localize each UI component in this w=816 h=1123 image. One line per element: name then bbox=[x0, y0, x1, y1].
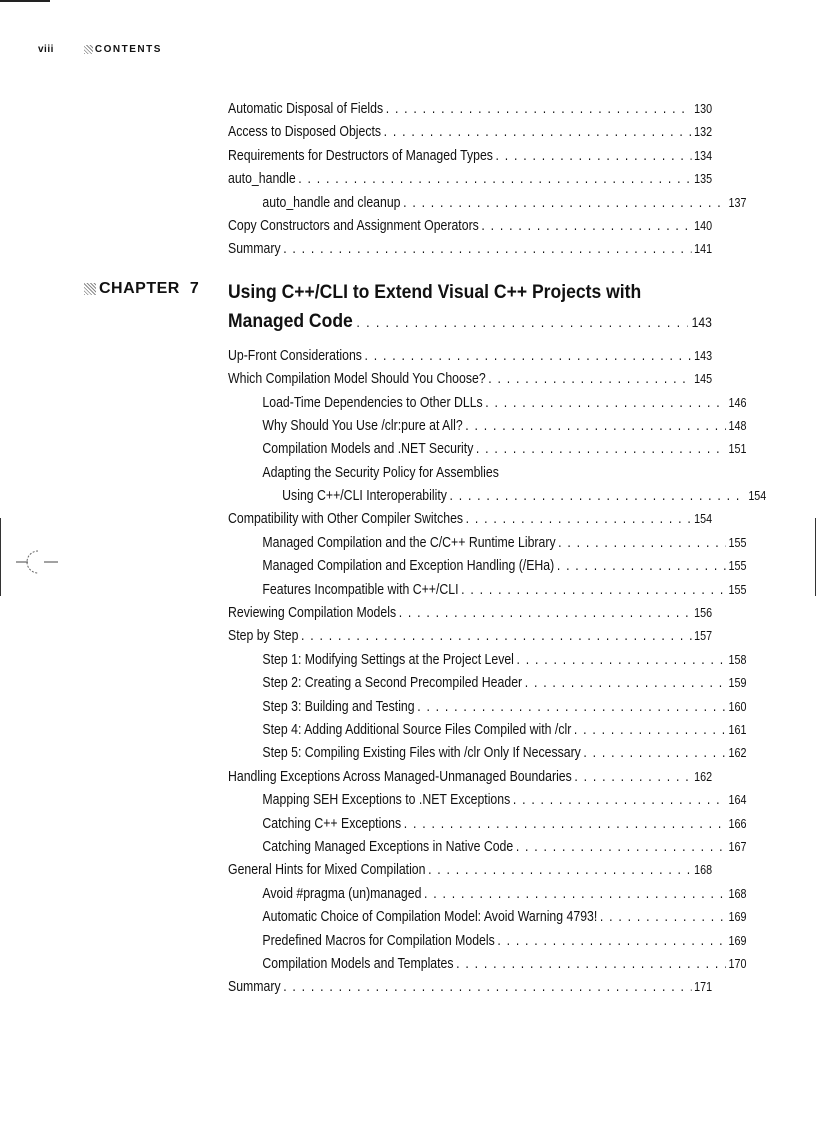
toc-entry-page: 168 bbox=[694, 863, 713, 878]
hatch-ornament-icon bbox=[84, 45, 93, 54]
toc-entry[interactable] bbox=[228, 859, 712, 882]
toc-entry-page: 132 bbox=[694, 125, 713, 140]
toc-section-chapter-7 bbox=[228, 345, 767, 1000]
toc-entry-title: Mapping SEH Exceptions to .NET Exceptions bbox=[262, 792, 511, 809]
dot-leader bbox=[525, 672, 726, 695]
hatch-ornament-icon bbox=[84, 283, 96, 295]
toc-entry-page: 148 bbox=[728, 418, 747, 433]
toc-entry[interactable] bbox=[228, 625, 712, 648]
toc-entry-title: Compilation Models and Templates bbox=[262, 955, 454, 972]
toc-entry[interactable] bbox=[228, 192, 746, 215]
toc-section-chapter-6-tail bbox=[228, 98, 747, 262]
toc-entry-page: 164 bbox=[728, 793, 747, 808]
toc-entry-page: 168 bbox=[728, 886, 747, 901]
dot-leader bbox=[558, 532, 726, 555]
toc-entry-page: 170 bbox=[728, 956, 747, 971]
toc-entry-page: 167 bbox=[728, 839, 747, 854]
toc-entry[interactable] bbox=[228, 121, 712, 144]
toc-entry-title: Automatic Choice of Compilation Model: Avoid Warning 4793! bbox=[262, 909, 598, 926]
toc-entry[interactable] bbox=[228, 215, 712, 238]
toc-entry[interactable] bbox=[228, 368, 712, 391]
toc-entry-title: Step by Step bbox=[228, 628, 299, 645]
toc-entry-title: Requirements for Destructors of Managed Types bbox=[228, 147, 493, 164]
toc-entry-page: 134 bbox=[694, 148, 713, 163]
toc-entry-title: Step 4: Adding Additional Source Files Compiled with /clr bbox=[262, 721, 572, 738]
toc-entry-page: 130 bbox=[694, 102, 713, 116]
toc-entry-page: 135 bbox=[694, 172, 713, 187]
toc-entry[interactable] bbox=[228, 930, 746, 953]
dot-leader bbox=[417, 696, 726, 719]
toc-entry-page: 155 bbox=[728, 582, 747, 597]
toc-entry[interactable] bbox=[228, 508, 712, 531]
top-rule bbox=[0, 0, 50, 2]
toc-entry-title: auto_handle and cleanup bbox=[262, 194, 401, 211]
trim-mark-left bbox=[0, 518, 1, 596]
toc-entry-title: Step 1: Modifying Settings at the Project Level bbox=[262, 651, 514, 668]
toc-entry-page: 145 bbox=[694, 372, 713, 387]
toc-entry-title: Features Incompatible with C++/CLI bbox=[262, 581, 459, 598]
toc-entry-title: Summary bbox=[228, 979, 281, 996]
toc-entry-title: Predefined Macros for Compilation Models bbox=[262, 932, 495, 949]
toc-entry-page: 159 bbox=[728, 676, 747, 691]
toc-entry-title: Load-Time Dependencies to Other DLLs bbox=[262, 394, 483, 411]
toc-entry[interactable] bbox=[228, 415, 746, 438]
chapter-heading bbox=[99, 278, 712, 337]
toc-entry-page: 158 bbox=[728, 652, 747, 667]
toc-entry-page: 160 bbox=[728, 699, 747, 714]
chapter-title-line2[interactable] bbox=[228, 307, 712, 337]
toc-entry[interactable] bbox=[228, 789, 746, 812]
toc-entry-page: 162 bbox=[694, 769, 713, 784]
toc-entry[interactable]: Adapting the Security Policy for Assemblies bbox=[262, 464, 499, 481]
toc-entry[interactable] bbox=[228, 976, 712, 999]
toc-entry-title: General Hints for Mixed Compilation bbox=[228, 862, 426, 879]
dot-leader bbox=[301, 625, 692, 648]
toc-entry-title: Handling Exceptions Across Managed-Unmanaged Boundaries bbox=[228, 768, 572, 785]
toc-entry-title: Copy Constructors and Assignment Operators bbox=[228, 217, 479, 234]
toc-entry[interactable] bbox=[228, 602, 712, 625]
dot-leader bbox=[384, 121, 692, 144]
toc-entry-page: 154 bbox=[748, 489, 767, 504]
dot-leader bbox=[513, 789, 726, 812]
toc-entry-page: 157 bbox=[694, 629, 713, 644]
toc-entry-page: 146 bbox=[728, 395, 747, 410]
dot-leader bbox=[600, 906, 726, 929]
toc-entry[interactable] bbox=[228, 906, 746, 929]
page-folio: viii bbox=[38, 44, 54, 55]
toc-entry[interactable] bbox=[228, 766, 712, 789]
toc-entry-title: Why Should You Use /clr:pure at All? bbox=[262, 417, 463, 434]
dot-leader bbox=[461, 579, 726, 602]
toc-entry-title: Up-Front Considerations bbox=[228, 347, 362, 364]
toc-entry[interactable] bbox=[228, 696, 746, 719]
chapter-label bbox=[84, 280, 199, 298]
toc-entry-page: 169 bbox=[728, 910, 747, 925]
dot-leader bbox=[428, 859, 691, 882]
dot-leader bbox=[496, 145, 692, 168]
toc-entry[interactable] bbox=[228, 145, 712, 168]
toc-entry[interactable] bbox=[228, 672, 746, 695]
toc-entry-title: Using C++/CLI Interoperability bbox=[282, 488, 447, 505]
toc-entry-page: 155 bbox=[728, 559, 747, 574]
dot-leader bbox=[283, 238, 691, 261]
toc-entry[interactable] bbox=[228, 238, 712, 261]
toc-entry[interactable] bbox=[228, 649, 746, 672]
crop-mark-icon bbox=[14, 547, 64, 577]
running-head bbox=[38, 44, 162, 55]
dot-leader bbox=[298, 168, 691, 191]
chapter-word: CHAPTER bbox=[99, 279, 180, 297]
toc-entry-title: Compatibility with Other Compiler Switches bbox=[228, 511, 464, 528]
dot-leader bbox=[574, 719, 726, 742]
toc-entry-page: 140 bbox=[694, 218, 713, 233]
toc-entry[interactable] bbox=[228, 953, 746, 976]
toc-entry-page: 161 bbox=[728, 722, 747, 737]
toc-entry-title: Compilation Models and .NET Security bbox=[262, 441, 474, 458]
dot-leader bbox=[557, 555, 726, 578]
table-of-contents bbox=[99, 98, 767, 1000]
dot-leader bbox=[485, 392, 726, 415]
dot-leader bbox=[517, 649, 726, 672]
toc-entry[interactable] bbox=[228, 485, 766, 508]
toc-entry[interactable] bbox=[228, 392, 746, 415]
toc-entry-page: 151 bbox=[728, 442, 747, 457]
dot-leader bbox=[386, 98, 692, 121]
toc-entry[interactable] bbox=[228, 555, 746, 578]
toc-entry-title: Reviewing Compilation Models bbox=[228, 605, 397, 622]
dot-leader bbox=[574, 766, 691, 789]
toc-entry[interactable] bbox=[228, 883, 746, 906]
toc-entry-page: 156 bbox=[694, 606, 713, 621]
toc-entry[interactable] bbox=[228, 345, 712, 368]
toc-entry-title: Catching Managed Exceptions in Native Code bbox=[262, 838, 514, 855]
toc-entry-page: 166 bbox=[728, 816, 747, 831]
toc-entry-title: Automatic Disposal of Fields bbox=[228, 101, 384, 117]
dot-leader bbox=[456, 953, 726, 976]
toc-entry-title: Avoid #pragma (un)managed bbox=[262, 885, 422, 902]
dot-leader bbox=[365, 345, 692, 368]
toc-entry-page: 171 bbox=[694, 980, 713, 995]
chapter-title-line1[interactable]: Using C++/CLI to Extend Visual C++ Projects with bbox=[228, 280, 642, 303]
toc-entry-page: 154 bbox=[694, 512, 713, 527]
toc-entry-title: Step 3: Building and Testing bbox=[262, 698, 415, 715]
dot-leader bbox=[356, 308, 688, 337]
toc-entry-page: 143 bbox=[694, 348, 713, 363]
toc-entry-title: Summary bbox=[228, 241, 281, 258]
dot-leader bbox=[476, 438, 726, 461]
dot-leader bbox=[404, 813, 726, 836]
dot-leader bbox=[466, 508, 692, 531]
dot-leader bbox=[403, 192, 726, 215]
toc-entry[interactable] bbox=[228, 532, 746, 555]
toc-entry[interactable] bbox=[228, 579, 746, 602]
toc-entry-title: Step 2: Creating a Second Precompiled Header bbox=[262, 675, 523, 692]
dot-leader bbox=[488, 368, 691, 391]
toc-entry-title: Which Compilation Model Should You Choose? bbox=[228, 371, 486, 388]
toc-entry[interactable] bbox=[228, 438, 746, 461]
toc-entry-page: 162 bbox=[728, 746, 747, 761]
dot-leader bbox=[583, 742, 726, 765]
toc-entry[interactable] bbox=[228, 836, 746, 859]
dot-leader bbox=[424, 883, 726, 906]
toc-entry-page: 155 bbox=[728, 535, 747, 550]
chapter-number[interactable]: 7 bbox=[189, 279, 200, 297]
toc-entry-page: 141 bbox=[694, 242, 713, 257]
toc-entry-title: Catching C++ Exceptions bbox=[262, 815, 402, 832]
toc-entry-title: Access to Disposed Objects bbox=[228, 124, 382, 141]
dot-leader bbox=[399, 602, 692, 625]
toc-entry[interactable] bbox=[228, 719, 746, 742]
toc-entry-page: 137 bbox=[728, 195, 747, 210]
dot-leader bbox=[449, 485, 745, 508]
toc-entry-title: Step 5: Compiling Existing Files with /clr Only If Necessary bbox=[262, 745, 581, 762]
dot-leader bbox=[283, 976, 691, 999]
toc-entry-title: Managed Compilation and Exception Handling (/EHa) bbox=[262, 558, 555, 575]
toc-entry-title: Managed Compilation and the C/C++ Runtime Library bbox=[262, 534, 556, 551]
toc-entry-page: 169 bbox=[728, 933, 747, 948]
dot-leader bbox=[516, 836, 726, 859]
toc-entry[interactable] bbox=[228, 813, 746, 836]
dot-leader bbox=[481, 215, 691, 238]
toc-entry-title: auto_handle bbox=[228, 171, 296, 188]
dot-leader bbox=[497, 930, 726, 953]
toc-entry[interactable] bbox=[228, 168, 712, 191]
toc-entry[interactable] bbox=[228, 742, 746, 765]
toc-entry[interactable] bbox=[228, 98, 712, 121]
dot-leader bbox=[465, 415, 726, 438]
chapter-title-text: Managed Code bbox=[228, 309, 353, 332]
chapter-page-number: 143 bbox=[691, 314, 712, 330]
running-head-title: CONTENTS bbox=[94, 44, 162, 55]
